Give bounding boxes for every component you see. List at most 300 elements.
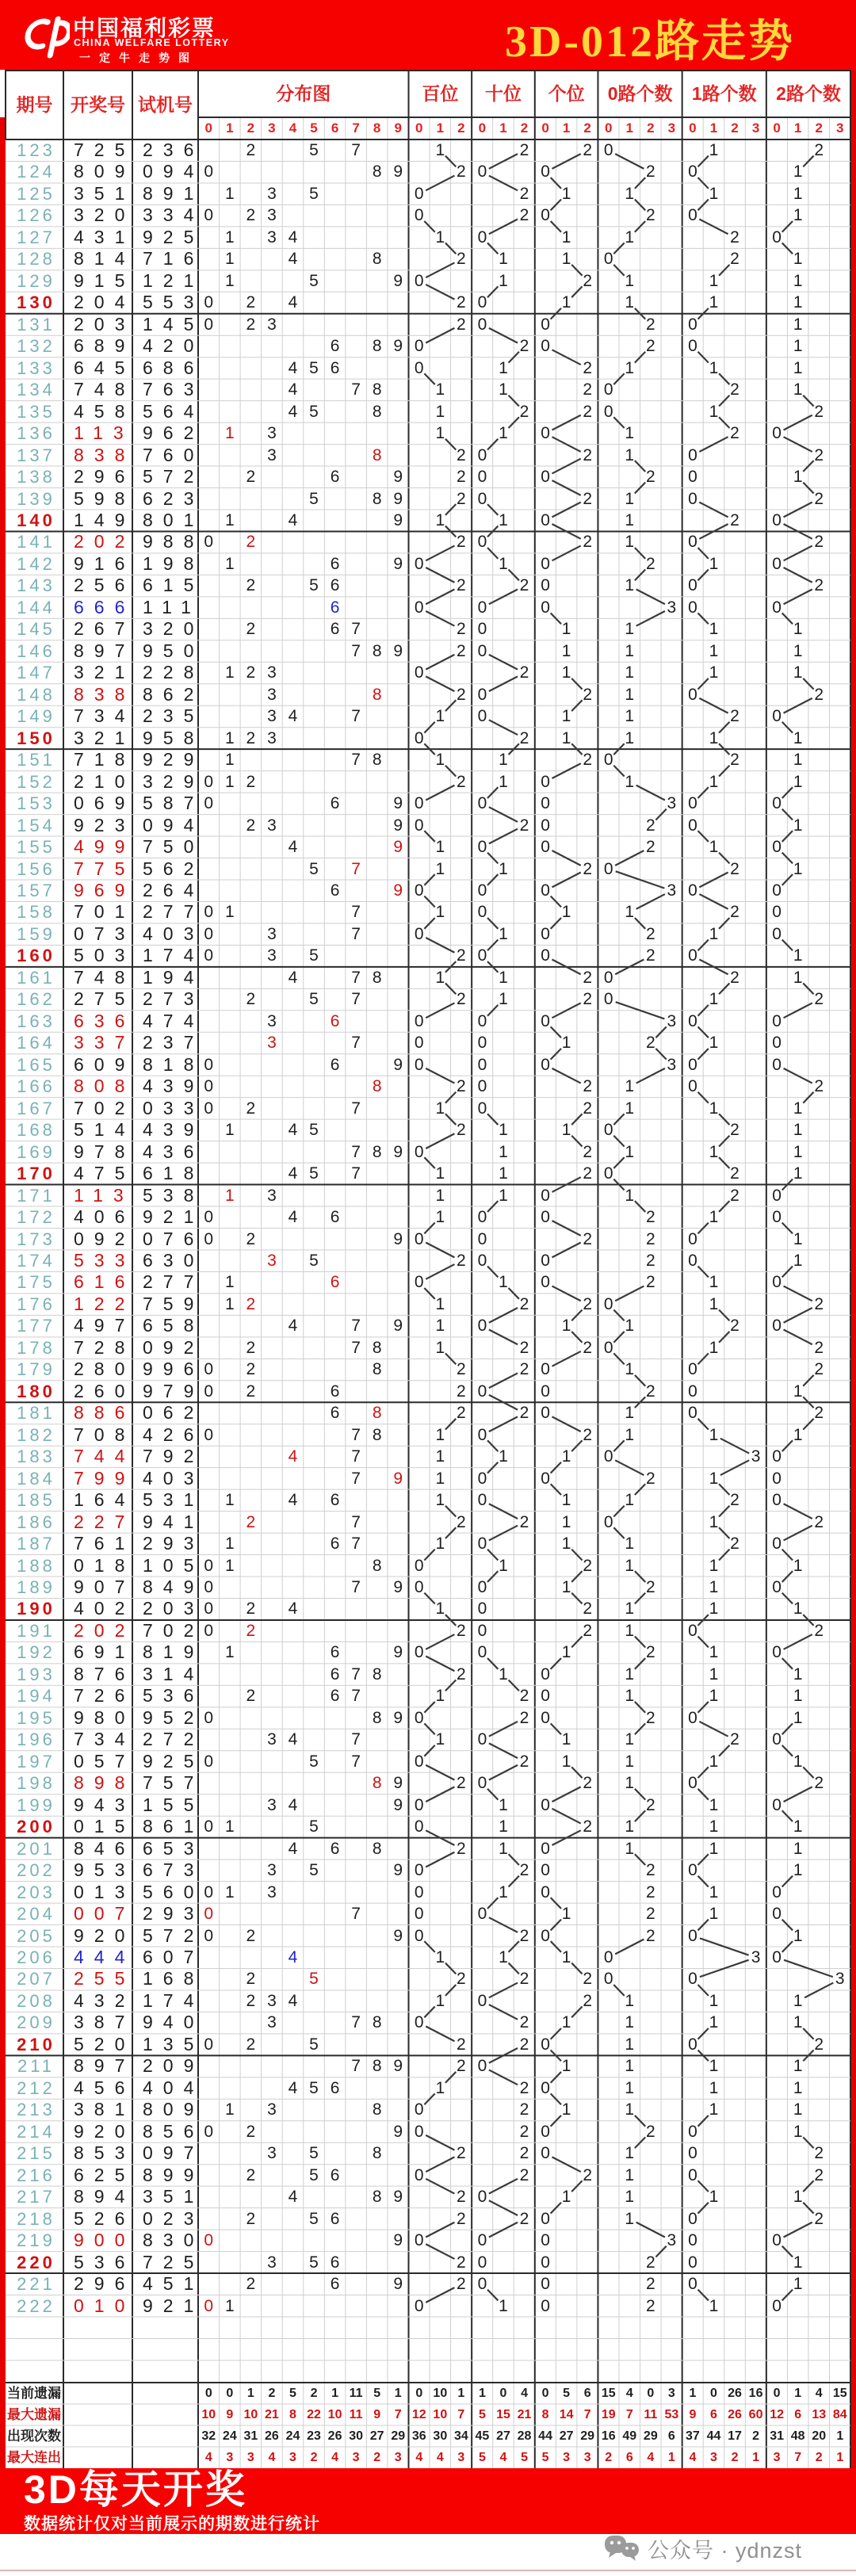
win-number: 432 [74,1989,136,2011]
trend-mark: 0 [477,162,487,182]
trend-mark: 1 [561,663,571,682]
trend-mark: 2 [457,990,466,1009]
trend-mark: 1 [561,1905,571,1924]
win-number: 953 [74,1859,136,1881]
dist-digit: 0 [204,1382,214,1401]
trend-mark: 2 [730,968,739,987]
subheader-digit: 1 [793,120,802,136]
dist-digit: 3 [267,2013,277,2032]
trend-mark: 1 [793,1926,803,1945]
stat-value: 5 [521,2451,528,2464]
trend-mark: 0 [772,1469,781,1488]
win-number: 227 [74,1511,136,1532]
wechat-row [604,2535,802,2562]
issue-cell: 188 [17,1555,55,1576]
trend-mark: 2 [583,402,592,421]
issue-cell: 164 [17,1033,55,1053]
trend-mark: 2 [519,1926,529,1945]
dist-digit: 9 [393,2057,403,2076]
trend-mark: 0 [541,1011,550,1030]
trend-mark: 1 [793,2078,803,2097]
trend-mark: 1 [793,1164,803,1183]
subheader-digit: 2 [246,120,255,136]
stat-value: 8 [541,2408,549,2421]
trend-mark: 1 [793,1229,803,1248]
win-number: 015 [74,1816,136,1837]
trend-mark: 1 [709,1512,719,1531]
trend-mark: 0 [541,1404,550,1423]
trend-mark: 2 [457,1077,466,1096]
trend-mark: 0 [541,554,550,573]
subheader-digit: 0 [478,120,487,136]
trend-mark: 2 [519,206,529,225]
win-number: 203 [74,313,136,334]
win-number: 010 [74,2295,136,2316]
trend-mark: 0 [772,1186,781,1205]
dist-digit: 7 [351,380,361,399]
test-number: 439 [143,1119,204,1141]
stat-value: 1 [394,2387,402,2400]
issue-cell: 167 [17,1098,55,1118]
trend-mark: 0 [414,271,424,290]
col-header-test: 试机号 [138,94,193,115]
trend-mark: 1 [709,838,719,857]
issue-cell: 153 [17,793,55,814]
test-number: 277 [143,1271,204,1293]
stat-label-max-miss: 最大遗漏 [7,2407,61,2422]
trend-mark: 1 [499,1186,508,1205]
trend-mark: 1 [625,510,635,529]
trend-mark: 0 [477,1034,487,1053]
trend-mark: 1 [709,1991,719,2010]
trend-mark: 1 [499,1164,508,1183]
issue-cell: 204 [17,1904,55,1924]
trend-mark: 1 [499,1795,508,1814]
trend-mark: 1 [561,1535,571,1554]
trend-mark: 0 [541,1839,550,1858]
stat-value: 2 [731,2451,739,2464]
trend-mark: 1 [625,1077,635,1096]
trend-mark: 1 [561,1447,571,1466]
issue-cell: 175 [17,1272,55,1293]
trend-mark: 2 [519,184,529,203]
trend-mark: 1 [435,859,445,878]
test-number: 630 [143,1249,204,1271]
trend-mark: 2 [457,468,466,487]
stat-value: 1 [836,2451,844,2464]
dist-digit: 6 [330,1382,340,1401]
trend-mark: 1 [793,620,803,639]
trend-mark: 0 [541,1664,550,1684]
dist-digit: 3 [267,663,277,682]
trend-mark: 0 [688,1970,697,1989]
dist-digit: 7 [351,859,361,878]
trend-mark: 1 [435,380,445,399]
trend-mark: 0 [477,620,487,639]
trend-mark: 0 [414,1926,424,1945]
trend-mark: 1 [793,1817,803,1836]
test-number: 856 [143,2120,204,2142]
dist-digit: 2 [246,1360,256,1379]
trend-mark: 0 [477,1055,487,1074]
dist-digit: 7 [351,1535,361,1554]
issue-cell: 218 [17,2208,55,2229]
dist-digit: 9 [393,1774,403,1793]
win-number: 718 [74,749,136,770]
trend-mark: 2 [457,1621,466,1640]
trend-mark: 0 [541,1186,550,1205]
subheader-digit: 1 [226,120,234,136]
test-number: 952 [143,1707,204,1728]
trend-mark: 1 [499,1142,508,1161]
stat-value: 3 [226,2451,234,2464]
stat-value: 29 [580,2429,595,2443]
trend-mark: 2 [583,1229,592,1248]
trend-mark: 0 [772,227,781,247]
stat-value: 3 [710,2451,717,2464]
trend-mark: 0 [414,598,424,617]
trend-mark: 1 [793,162,803,182]
issue-cell: 177 [17,1316,55,1336]
trend-mark: 0 [772,1882,781,1901]
trend-mark: 1 [625,1664,635,1684]
issue-cell: 127 [17,227,55,247]
col-header-bai: 百位 [422,83,459,104]
trend-mark: 1 [625,663,635,682]
trend-mark: 0 [414,663,424,682]
dist-digit: 8 [372,380,382,399]
issue-cell: 210 [17,2034,55,2054]
trend-mark: 0 [477,315,487,334]
win-number: 497 [74,1315,136,1336]
trend-mark: 1 [793,663,803,682]
trend-mark: 1 [625,2188,635,2207]
stat-label-max-streak: 最大连出 [7,2450,61,2465]
issue-cell: 170 [17,1164,55,1184]
trend-mark: 0 [477,1599,487,1619]
test-number: 716 [143,248,204,269]
col-header-win: 开奖号 [71,94,125,115]
test-number: 121 [143,269,204,291]
trend-mark: 0 [603,250,613,269]
win-number: 499 [74,836,136,858]
dist-digit: 4 [288,1948,298,1966]
test-number: 439 [143,1076,204,1097]
dist-digit: 7 [351,141,361,159]
stat-value: 49 [622,2429,637,2443]
dist-digit: 9 [393,468,403,487]
dist-digit: 0 [204,946,214,965]
logo-text-cn: 中国福利彩票 [73,16,216,40]
test-number: 145 [143,313,204,334]
dist-digit: 6 [330,1839,340,1858]
stat-value: 5 [541,2451,549,2464]
trend-mark: 1 [499,271,508,290]
dist-digit: 0 [204,1055,214,1074]
dist-digit: 9 [393,2188,403,2207]
trend-mark: 1 [561,728,571,747]
test-number: 925 [143,226,204,247]
trend-mark: 0 [688,2122,697,2141]
test-number: 760 [143,444,204,465]
dist-digit: 9 [393,510,403,529]
dist-digit: 6 [330,794,340,813]
win-number: 007 [74,1903,136,1924]
win-number: 616 [74,1271,136,1293]
trend-mark: 1 [561,641,571,660]
trend-mark: 2 [519,816,529,835]
trend-mark: 1 [709,772,719,791]
dist-digit: 2 [246,2035,256,2054]
win-number: 520 [74,2033,136,2054]
dist-digit: 6 [330,881,340,900]
issue-cell: 143 [17,575,55,596]
trend-mark: 2 [814,990,824,1009]
win-number: 809 [74,161,136,182]
dist-digit: 8 [372,1708,382,1727]
trend-mark: 0 [414,2296,424,2315]
trend-mark: 1 [625,533,635,552]
subheader-digit: 6 [331,120,339,136]
issue-cell: 145 [17,619,55,640]
trend-mark: 0 [688,1055,697,1074]
stat-value: 3 [394,2451,402,2464]
trend-mark: 1 [435,968,445,987]
trend-mark: 0 [477,685,487,704]
trend-mark: 1 [435,1099,445,1118]
trend-mark: 1 [625,424,635,443]
trend-mark: 1 [435,1425,445,1444]
logo-text-en: CHINA WELFARE LOTTERY [74,37,230,48]
trend-mark: 1 [435,1208,445,1227]
col-header-shi: 十位 [485,83,522,104]
trend-mark: 1 [625,903,635,922]
issue-cell: 222 [17,2295,55,2316]
test-number: 155 [143,1794,204,1815]
trend-mark: 1 [709,1099,719,1118]
dist-digit: 0 [204,1817,214,1836]
dist-digit: 5 [309,1861,319,1880]
trend-mark: 0 [477,2275,487,2294]
test-number: 763 [143,379,204,400]
issue-cell: 151 [17,750,55,770]
trend-mark: 2 [645,1926,655,1945]
trend-mark: 2 [814,445,824,464]
trend-mark: 2 [583,751,592,770]
subheader-digit: 1 [709,120,718,136]
test-number: 587 [143,793,204,814]
trend-mark: 1 [435,402,445,421]
trend-mark: 2 [583,358,592,377]
trend-mark: 1 [793,337,803,356]
dist-digit: 0 [204,1926,214,1945]
win-number: 122 [74,1293,136,1314]
dist-digit: 3 [267,946,277,965]
dist-digit: 9 [393,1708,403,1727]
dist-digit: 8 [372,2013,382,2032]
trend-mark: 0 [541,576,550,595]
trend-mark: 2 [583,1077,592,1096]
trend-mark: 2 [814,1512,824,1531]
dist-digit: 3 [267,315,277,334]
trend-mark: 0 [477,445,487,464]
dist-digit: 2 [246,1621,256,1640]
trend-mark: 1 [709,2078,719,2097]
stat-value: 1 [667,2451,675,2464]
trend-mark: 3 [667,2231,677,2250]
dist-digit: 8 [372,402,382,421]
dist-digit: 7 [351,1752,361,1771]
win-number: 406 [74,1206,136,1228]
subheader-digit: 2 [647,120,655,136]
dist-digit: 3 [267,1034,277,1053]
win-number: 296 [74,2273,136,2295]
col-header-ge: 个位 [548,83,585,104]
issue-cell: 193 [17,1664,55,1684]
trend-mark: 2 [645,2296,655,2315]
stat-value: 0 [773,2387,781,2400]
stat-value: 4 [499,2451,507,2464]
issue-cell: 215 [17,2143,55,2164]
trend-mark: 0 [414,2122,424,2141]
trend-mark: 2 [457,2188,466,2207]
trend-mark: 0 [688,1708,697,1727]
issue-cell: 205 [17,1925,55,1946]
test-number: 198 [143,552,204,574]
dist-digit: 9 [393,271,403,290]
stat-value: 44 [706,2429,721,2443]
dist-digit: 0 [204,1621,214,1640]
test-number: 891 [143,182,204,204]
trend-mark: 1 [499,1882,508,1901]
trend-mark: 1 [709,358,719,377]
dist-digit: 0 [204,1708,214,1727]
issue-cell: 191 [17,1620,55,1641]
test-number: 757 [143,1772,204,1794]
test-number: 235 [143,705,204,727]
dist-digit: 4 [288,1991,298,2010]
dist-digit: 8 [372,250,382,269]
dist-digit: 3 [267,1186,277,1205]
trend-mark: 2 [519,2100,529,2119]
test-number: 174 [143,1989,204,2011]
dist-digit: 0 [204,2296,214,2315]
trend-mark: 0 [541,424,550,443]
stat-value: 5 [373,2387,381,2400]
dist-digit: 9 [393,881,403,900]
test-number: 105 [143,1554,204,1576]
trend-mark: 0 [477,903,487,922]
trend-mark: 1 [625,2144,635,2163]
dist-digit: 0 [204,1882,214,1901]
trend-mark: 1 [625,1599,635,1619]
trend-mark: 0 [414,358,424,377]
trend-mark: 1 [793,2275,803,2294]
issue-cell: 197 [17,1751,55,1771]
dist-digit: 7 [351,924,361,943]
dist-digit: 1 [224,2100,235,2119]
trend-mark: 0 [772,1948,781,1966]
trend-mark: 0 [477,1317,487,1336]
trend-mark: 0 [772,1208,781,1227]
trend-mark: 0 [414,1556,424,1575]
win-number: 092 [74,1228,136,1249]
win-number: 943 [74,1794,136,1815]
trend-mark: 0 [477,1469,487,1488]
trend-mark: 2 [457,1360,466,1379]
dist-digit: 3 [267,816,277,835]
trend-mark: 2 [814,2209,824,2228]
trend-mark: 0 [603,1447,613,1466]
trend-mark: 1 [709,293,719,312]
trend-mark: 1 [709,1142,719,1161]
trend-mark: 0 [541,1055,550,1074]
win-number: 636 [74,1010,136,1031]
dist-digit: 9 [393,794,403,813]
win-number: 456 [74,2077,136,2098]
trend-mark: 0 [414,816,424,835]
dist-digit: 2 [246,1599,256,1619]
trend-mark: 0 [414,1229,424,1248]
stat-value: 26 [327,2429,342,2443]
subheader-digit: 4 [289,120,297,136]
win-number: 666 [74,596,136,617]
dist-digit: 2 [246,141,256,159]
win-number: 728 [74,1336,136,1358]
subheader-digit: 0 [541,120,549,136]
trend-mark: 0 [772,924,781,943]
test-number: 094 [143,161,204,182]
trend-mark: 0 [541,2231,550,2250]
issue-cell: 211 [17,2056,55,2077]
test-number: 958 [143,727,204,748]
win-number: 210 [74,770,136,792]
trend-mark: 0 [603,1948,613,1966]
dist-digit: 0 [204,2231,214,2250]
test-number: 264 [143,879,204,900]
stat-value: 45 [475,2429,490,2443]
issue-cell: 133 [17,357,55,378]
trend-mark: 1 [793,946,803,965]
win-number: 337 [74,1032,136,1053]
stat-value: 4 [625,2387,633,2400]
trend-mark: 2 [519,2013,529,2032]
trend-mark: 1 [499,1948,508,1966]
trend-mark: 2 [645,1034,655,1053]
stat-value: 10 [433,2408,448,2421]
test-number: 849 [143,1577,204,1598]
stat-value: 48 [790,2429,805,2443]
trend-mark: 0 [541,2275,550,2294]
stat-value: 10 [201,2408,216,2421]
trend-mark: 2 [519,2144,529,2163]
trend-mark: 1 [793,1142,803,1161]
trend-mark: 0 [772,1491,781,1510]
trend-mark: 2 [457,293,466,312]
win-number: 876 [74,1663,136,1684]
dist-digit: 1 [224,424,235,443]
subheader-digit: 1 [499,120,507,136]
trend-mark: 1 [709,728,719,747]
trend-mark: 0 [603,859,613,878]
test-number: 750 [143,836,204,858]
wechat-icon [604,2535,640,2562]
trend-mark: 1 [709,641,719,660]
win-number: 734 [74,1729,136,1750]
win-number: 734 [74,705,136,727]
issue-cell: 135 [17,401,55,422]
dist-digit: 8 [372,1077,382,1096]
